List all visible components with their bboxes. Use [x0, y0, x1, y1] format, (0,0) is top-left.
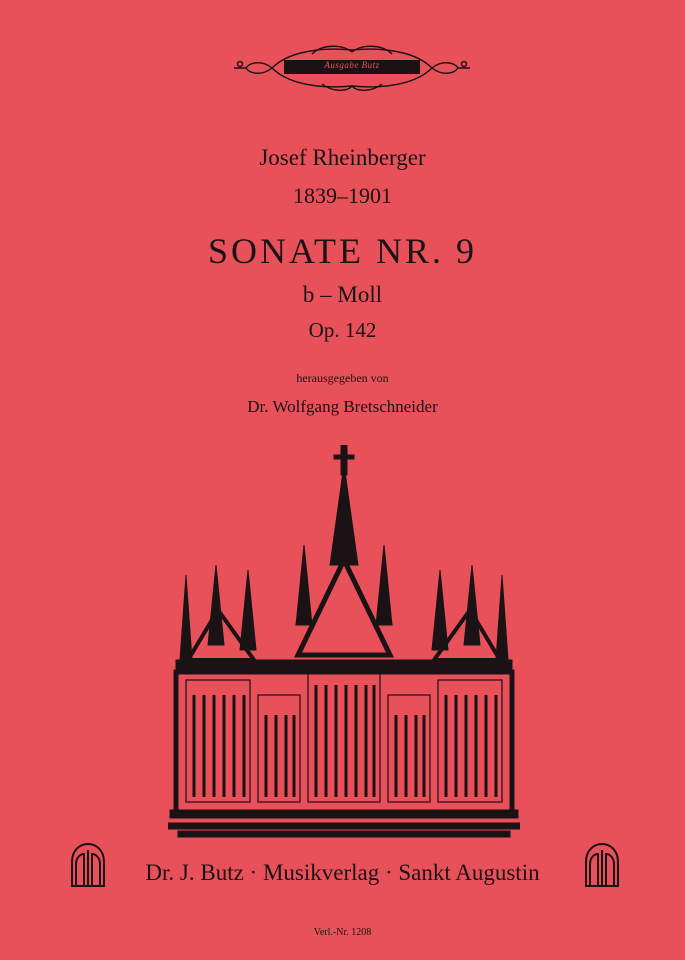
pipe-organ-icon: [168, 445, 520, 840]
composer-name: Josef Rheinberger: [259, 145, 426, 170]
work-key: b – Moll: [302, 282, 383, 307]
work-opus: Op. 142: [308, 318, 377, 342]
publisher-line: Dr. J. Butz · Musikverlag · Sankt Augustin: [145, 860, 540, 885]
editor-label: herausgegeben von: [296, 371, 389, 385]
work-title: SONATE NR. 9: [207, 231, 477, 271]
series-badge: Ausgabe Butz: [324, 60, 380, 70]
composer-dates: 1839–1901: [293, 183, 392, 208]
catalog-number: Verl.-Nr. 1208: [313, 927, 372, 938]
editor-name: Dr. Wolfgang Bretschneider: [247, 397, 438, 416]
